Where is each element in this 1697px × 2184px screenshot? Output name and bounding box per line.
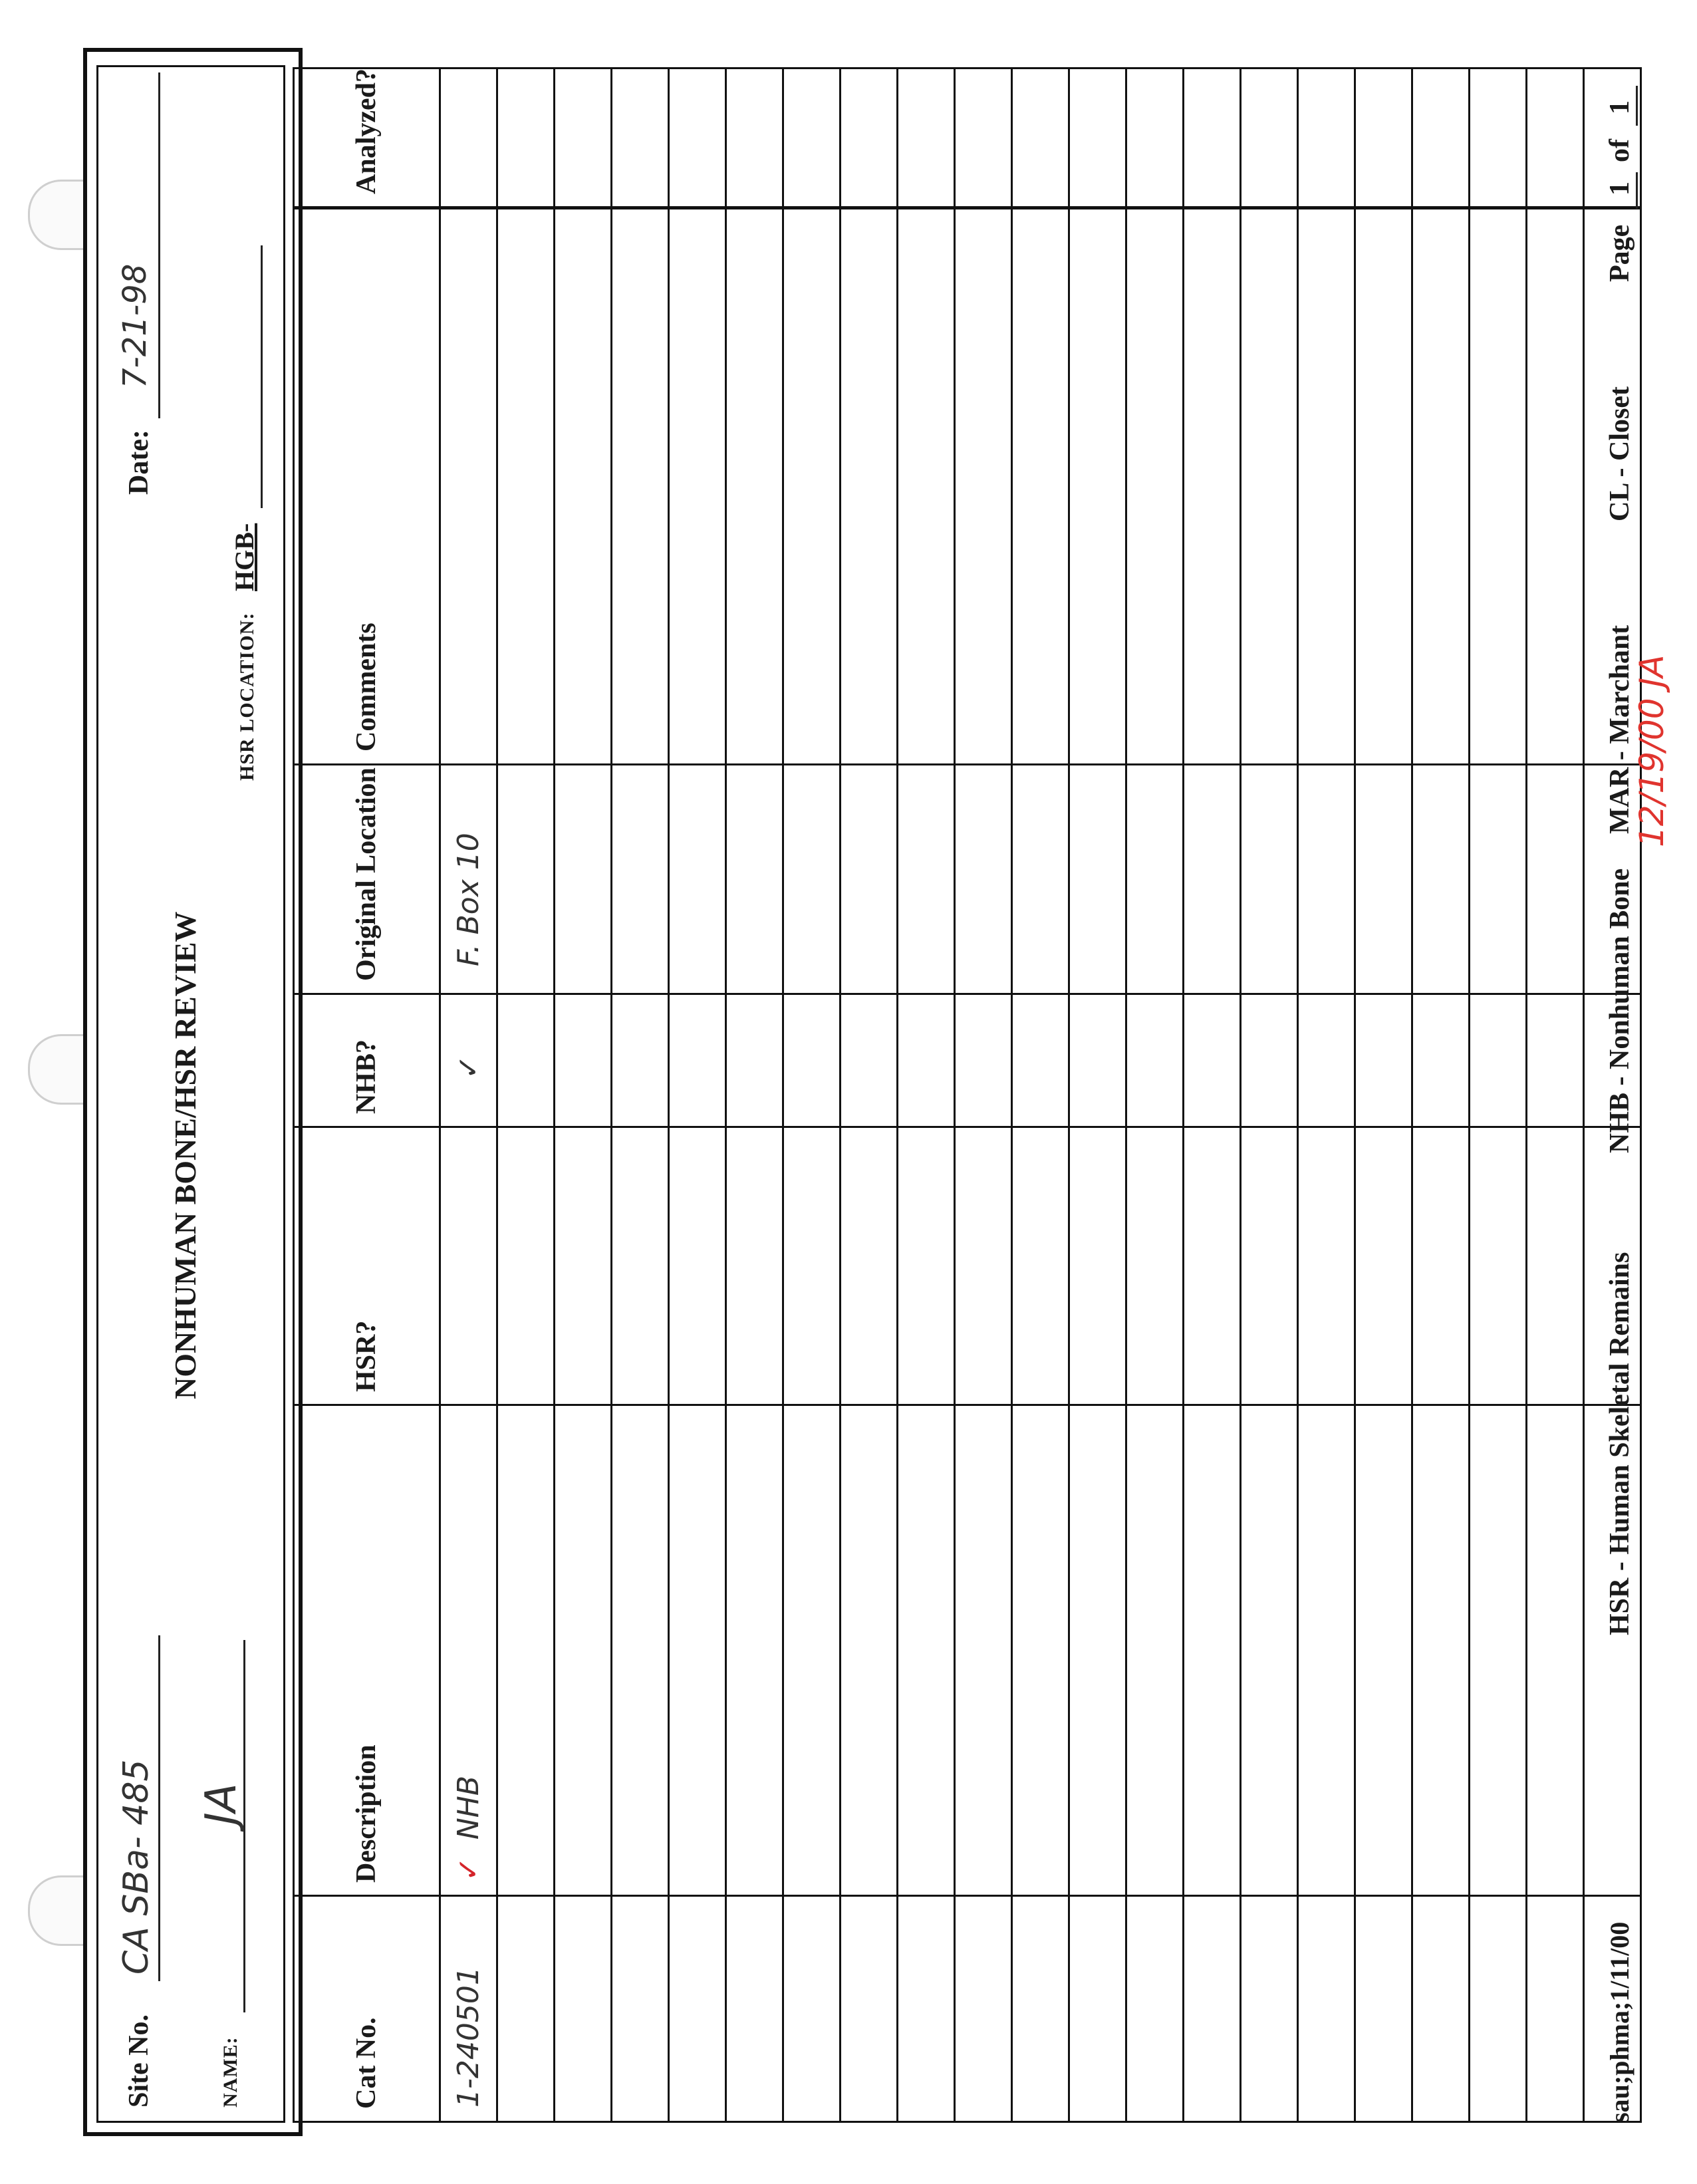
cell-comments[interactable]	[1527, 208, 1584, 765]
cell-original-location[interactable]	[555, 765, 612, 994]
cell-comments[interactable]	[841, 208, 898, 765]
col-header-cat-no: Cat No.	[294, 1896, 440, 2122]
cell-cat-no[interactable]	[612, 1896, 669, 2122]
cell-comments[interactable]	[1355, 208, 1412, 765]
cell-nhb[interactable]	[1012, 994, 1069, 1127]
page-current-line	[1636, 172, 1638, 209]
page-label: Page	[1605, 224, 1635, 282]
cell-original-location[interactable]	[898, 765, 955, 994]
cell-comments[interactable]	[1298, 208, 1355, 765]
hsr-location-label: HSR LOCATION:	[236, 612, 258, 781]
table-row	[669, 68, 726, 2122]
cell-hsr[interactable]	[612, 1127, 669, 1405]
cell-nhb[interactable]	[1298, 994, 1355, 1127]
cell-analyzed[interactable]	[612, 68, 669, 208]
cell-nhb[interactable]	[955, 994, 1012, 1127]
cell-nhb[interactable]	[497, 994, 555, 1127]
name-value[interactable]: JA	[197, 1783, 246, 1825]
cell-comments[interactable]	[726, 208, 783, 765]
cell-cat-no[interactable]	[1527, 1896, 1584, 2122]
cell-nhb[interactable]	[1069, 994, 1126, 1127]
cell-comments[interactable]	[1412, 208, 1470, 765]
cell-analyzed[interactable]	[1069, 68, 1126, 208]
cell-comments[interactable]	[440, 208, 497, 765]
table-row	[1355, 68, 1412, 2122]
cell-hsr[interactable]	[1069, 1127, 1126, 1405]
hsr-location-line	[261, 245, 263, 508]
cell-cat-no[interactable]	[783, 1896, 841, 2122]
legend-cl: CL - Closet	[1605, 386, 1635, 521]
cell-analyzed[interactable]	[440, 68, 497, 208]
cell-original-location[interactable]	[783, 765, 841, 994]
date-line	[158, 72, 160, 418]
cell-analyzed[interactable]	[1355, 68, 1412, 208]
cell-analyzed[interactable]	[1412, 68, 1470, 208]
col-header-analyzed: Analyzed?	[294, 68, 440, 208]
table-header-row	[294, 68, 440, 2122]
page-of: of	[1605, 139, 1635, 162]
cell-hsr[interactable]	[1527, 1127, 1584, 1405]
cell-comments[interactable]	[669, 208, 726, 765]
cell-comments[interactable]	[1184, 208, 1241, 765]
cell-cat-no[interactable]	[1184, 1896, 1241, 2122]
cell-hsr[interactable]	[497, 1127, 555, 1405]
cell-comments[interactable]	[955, 208, 1012, 765]
cell-hsr[interactable]	[1298, 1127, 1355, 1405]
site-no-label: Site No.	[124, 2014, 154, 2108]
cell-original-location[interactable]	[612, 765, 669, 994]
cell-description[interactable]	[1355, 1405, 1412, 1896]
cell-original-location[interactable]: F. Box 10	[440, 765, 497, 994]
cell-description[interactable]	[1241, 1405, 1298, 1896]
cell-comments[interactable]	[612, 208, 669, 765]
cell-original-location[interactable]	[1527, 765, 1584, 994]
cell-cat-no[interactable]	[1412, 1896, 1470, 2122]
cell-description[interactable]	[1126, 1405, 1184, 1896]
cell-hsr[interactable]	[555, 1127, 612, 1405]
page-total-line	[1636, 86, 1638, 126]
page-current: 1	[1605, 182, 1635, 196]
cell-nhb[interactable]	[1126, 994, 1184, 1127]
form-code: sau;phma;1/11/00	[1605, 1921, 1634, 2123]
table-row	[783, 68, 841, 2122]
cell-analyzed[interactable]	[669, 68, 726, 208]
cell-hsr[interactable]	[1126, 1127, 1184, 1405]
table-row	[1412, 68, 1470, 2122]
col-header-comments: Comments	[294, 208, 440, 765]
cell-nhb[interactable]	[783, 994, 841, 1127]
cell-description[interactable]	[783, 1405, 841, 1896]
cell-cat-no[interactable]	[726, 1896, 783, 2122]
cell-comments[interactable]	[1241, 208, 1298, 765]
cell-original-location[interactable]	[1069, 765, 1126, 994]
table-row	[726, 68, 783, 2122]
cell-description[interactable]	[1527, 1405, 1584, 1896]
cell-nhb[interactable]	[1470, 994, 1527, 1127]
cell-nhb[interactable]	[898, 994, 955, 1127]
cell-hsr[interactable]	[783, 1127, 841, 1405]
cell-hsr[interactable]	[1355, 1127, 1412, 1405]
cell-original-location[interactable]	[1126, 765, 1184, 994]
cell-original-location[interactable]	[955, 765, 1012, 994]
cell-original-location[interactable]	[841, 765, 898, 994]
cell-nhb[interactable]	[612, 994, 669, 1127]
cell-original-location[interactable]	[497, 765, 555, 994]
table-row	[555, 68, 612, 2122]
cell-comments[interactable]	[1126, 208, 1184, 765]
legend-nhb: NHB - Nonhuman Bone	[1605, 868, 1635, 1153]
cell-original-location[interactable]	[1355, 765, 1412, 994]
cell-analyzed[interactable]	[726, 68, 783, 208]
cell-analyzed[interactable]	[898, 68, 955, 208]
cell-hsr[interactable]	[898, 1127, 955, 1405]
cell-nhb[interactable]	[1412, 994, 1470, 1127]
cell-description[interactable]	[726, 1405, 783, 1896]
cell-analyzed[interactable]	[1012, 68, 1069, 208]
cell-description[interactable]	[1298, 1405, 1355, 1896]
cell-description[interactable]	[1470, 1405, 1527, 1896]
table-row	[1241, 68, 1298, 2122]
table-row	[1184, 68, 1241, 2122]
name-label: NAME:	[219, 2036, 241, 2108]
col-header-hsr: HSR?	[294, 1127, 440, 1405]
cell-cat-no[interactable]	[1069, 1896, 1126, 2122]
form-title: NONHUMAN BONE/HSR REVIEW	[168, 911, 202, 1399]
page-total: 1	[1605, 100, 1635, 114]
cell-nhb[interactable]	[1241, 994, 1298, 1127]
cell-hsr[interactable]	[440, 1127, 497, 1405]
cell-comments[interactable]	[555, 208, 612, 765]
col-header-description: Description	[294, 1405, 440, 1896]
cell-cat-no[interactable]	[955, 1896, 1012, 2122]
cell-hsr[interactable]	[669, 1127, 726, 1405]
table-row	[440, 68, 497, 2122]
cell-cat-no[interactable]	[898, 1896, 955, 2122]
cell-analyzed[interactable]	[1126, 68, 1184, 208]
red-check-icon: ✓	[452, 1857, 485, 1881]
cell-nhb[interactable]	[555, 994, 612, 1127]
site-no-line	[158, 1635, 160, 1981]
table-row	[1126, 68, 1184, 2122]
date-value[interactable]: 7-21-98	[116, 263, 154, 388]
cell-hsr[interactable]	[955, 1127, 1012, 1405]
col-header-original-location: Original Location	[294, 765, 440, 994]
cell-analyzed[interactable]	[1298, 68, 1355, 208]
date-label: Date:	[124, 430, 154, 495]
cell-hsr[interactable]	[726, 1127, 783, 1405]
cell-nhb[interactable]	[1527, 994, 1584, 1127]
cell-hsr[interactable]	[1241, 1127, 1298, 1405]
cell-cat-no[interactable]	[1241, 1896, 1298, 2122]
table-row	[898, 68, 955, 2122]
cell-analyzed[interactable]	[955, 68, 1012, 208]
cell-nhb[interactable]	[841, 994, 898, 1127]
cell-nhb[interactable]	[1355, 994, 1412, 1127]
red-date-annotation: 12/19/00 JA	[1632, 654, 1671, 847]
cell-nhb[interactable]	[669, 994, 726, 1127]
col-header-nhb: NHB?	[294, 994, 440, 1127]
cell-comments[interactable]	[497, 208, 555, 765]
cell-cat-no[interactable]	[497, 1896, 555, 2122]
cell-description[interactable]	[669, 1405, 726, 1896]
site-no-value[interactable]: CA SBa- 485	[116, 1759, 156, 1975]
cell-nhb[interactable]	[1184, 994, 1241, 1127]
cell-description[interactable]	[1412, 1405, 1470, 1896]
legend-mar: MAR - Marchant	[1605, 624, 1635, 834]
cell-analyzed[interactable]	[497, 68, 555, 208]
cell-cat-no[interactable]	[1298, 1896, 1355, 2122]
cell-comments[interactable]	[1470, 208, 1527, 765]
cell-analyzed[interactable]	[555, 68, 612, 208]
table-row	[841, 68, 898, 2122]
cell-original-location[interactable]	[1412, 765, 1470, 994]
cell-description[interactable]	[612, 1405, 669, 1896]
cell-nhb[interactable]: ✓	[440, 994, 497, 1127]
table-row	[497, 68, 555, 2122]
cell-cat-no[interactable]	[669, 1896, 726, 2122]
cell-comments[interactable]	[898, 208, 955, 765]
cell-comments[interactable]	[783, 208, 841, 765]
cell-description[interactable]	[1012, 1405, 1069, 1896]
cell-original-location[interactable]	[1012, 765, 1069, 994]
cell-analyzed[interactable]	[1470, 68, 1527, 208]
table-row	[955, 68, 1012, 2122]
cell-description[interactable]	[497, 1405, 555, 1896]
cell-analyzed[interactable]	[1241, 68, 1298, 208]
hsr-location-value: HGB-	[229, 523, 259, 591]
cell-cat-no[interactable]	[1012, 1896, 1069, 2122]
cell-description[interactable]	[440, 1405, 497, 1896]
cell-cat-no[interactable]	[841, 1896, 898, 2122]
cell-original-location[interactable]	[1241, 765, 1298, 994]
cell-analyzed[interactable]	[783, 68, 841, 208]
cell-description[interactable]	[898, 1405, 955, 1896]
cell-hsr[interactable]	[1184, 1127, 1241, 1405]
cell-cat-no[interactable]	[555, 1896, 612, 2122]
table-row	[612, 68, 669, 2122]
cell-original-location[interactable]	[726, 765, 783, 994]
cell-nhb[interactable]	[726, 994, 783, 1127]
cell-original-location[interactable]	[1184, 765, 1241, 994]
cell-cat-no[interactable]: 1-240501	[440, 1896, 497, 2122]
cell-description[interactable]	[555, 1405, 612, 1896]
description-text: NHB	[452, 1775, 485, 1840]
name-line	[243, 1640, 245, 2012]
cell-hsr[interactable]	[1470, 1127, 1527, 1405]
cell-description[interactable]	[1184, 1405, 1241, 1896]
cell-analyzed[interactable]	[1527, 68, 1584, 208]
table-row	[1470, 68, 1527, 2122]
table-row	[1298, 68, 1355, 2122]
table-row	[1527, 68, 1584, 2122]
cell-hsr[interactable]	[1412, 1127, 1470, 1405]
cell-cat-no[interactable]	[1470, 1896, 1527, 2122]
review-table	[293, 67, 1642, 2123]
cell-original-location[interactable]	[669, 765, 726, 994]
legend-hsr: HSR - Human Skeletal Remains	[1605, 1252, 1635, 1635]
table-row	[1069, 68, 1126, 2122]
cell-hsr[interactable]	[1012, 1127, 1069, 1405]
cell-original-location[interactable]	[1470, 765, 1527, 994]
table-row	[1012, 68, 1069, 2122]
cell-cat-no[interactable]	[1355, 1896, 1412, 2122]
cell-cat-no[interactable]	[1126, 1896, 1184, 2122]
cell-comments[interactable]	[1012, 208, 1069, 765]
cell-analyzed[interactable]	[841, 68, 898, 208]
cell-description[interactable]	[841, 1405, 898, 1896]
cell-description[interactable]	[955, 1405, 1012, 1896]
cell-original-location[interactable]	[1298, 765, 1355, 994]
cell-analyzed[interactable]	[1184, 68, 1241, 208]
cell-hsr[interactable]	[841, 1127, 898, 1405]
cell-comments[interactable]	[1069, 208, 1126, 765]
cell-description[interactable]	[1069, 1405, 1126, 1896]
